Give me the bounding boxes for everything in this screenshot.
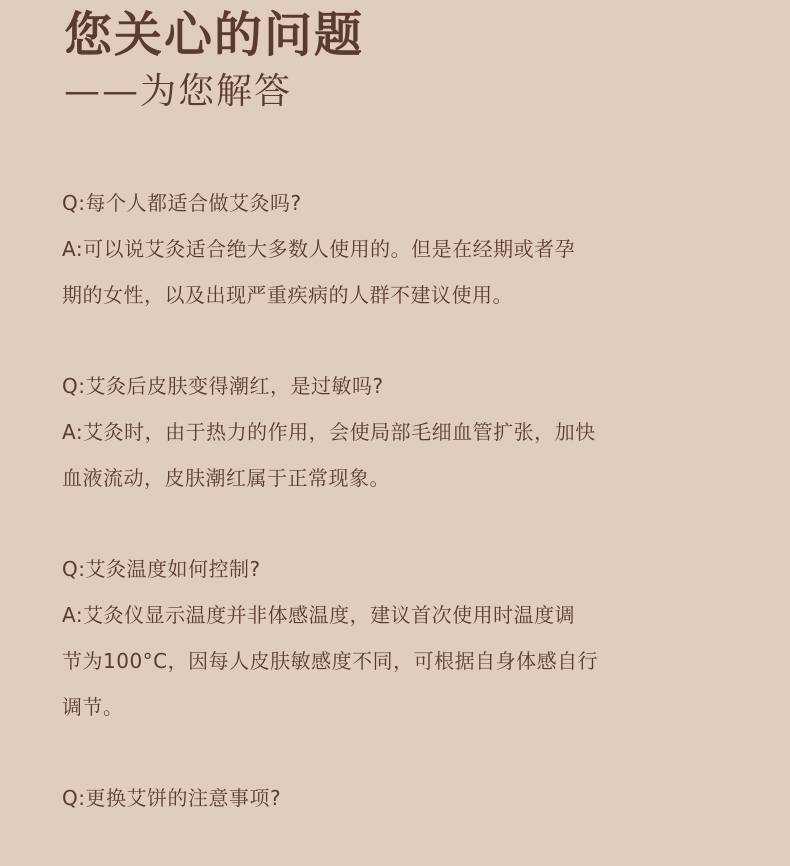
faq-answer-line: A:艾灸时，由于热力的作用，会使局部毛细血管扩张，加快 [62, 420, 596, 444]
faq-item [62, 363, 662, 501]
faq-question: Q:更换艾饼的注意事项? [62, 786, 282, 810]
faq-item [62, 546, 662, 730]
faq-answer-line: 期的女性，以及出现严重疾病的人群不建议使用。 [62, 283, 513, 307]
faq-answer-line: A:艾灸仪显示温度并非体感温度，建议首次使用时温度调 [62, 603, 576, 627]
faq-answer-line: 节为100°C，因每人皮肤敏感度不同，可根据自身体感自行 [62, 649, 599, 673]
page-title: 您关心的问题 [64, 7, 365, 63]
faq-list [62, 180, 662, 866]
faq-question: Q:每个人都适合做艾灸吗? [62, 191, 302, 215]
faq-answer-line: 调节。 [62, 695, 124, 719]
faq-answer-line: A:可以说艾灸适合绝大多数人使用的。但是在经期或者孕 [62, 237, 576, 261]
faq-item [62, 180, 662, 318]
page-subtitle: ——为您解答 [64, 71, 293, 112]
faq-answer-line: 血液流动，皮肤潮红属于正常现象。 [62, 466, 390, 490]
faq-question: Q:艾灸温度如何控制? [62, 557, 261, 581]
faq-question: Q:艾灸后皮肤变得潮红，是过敏吗? [62, 374, 384, 398]
faq-item [62, 775, 662, 821]
